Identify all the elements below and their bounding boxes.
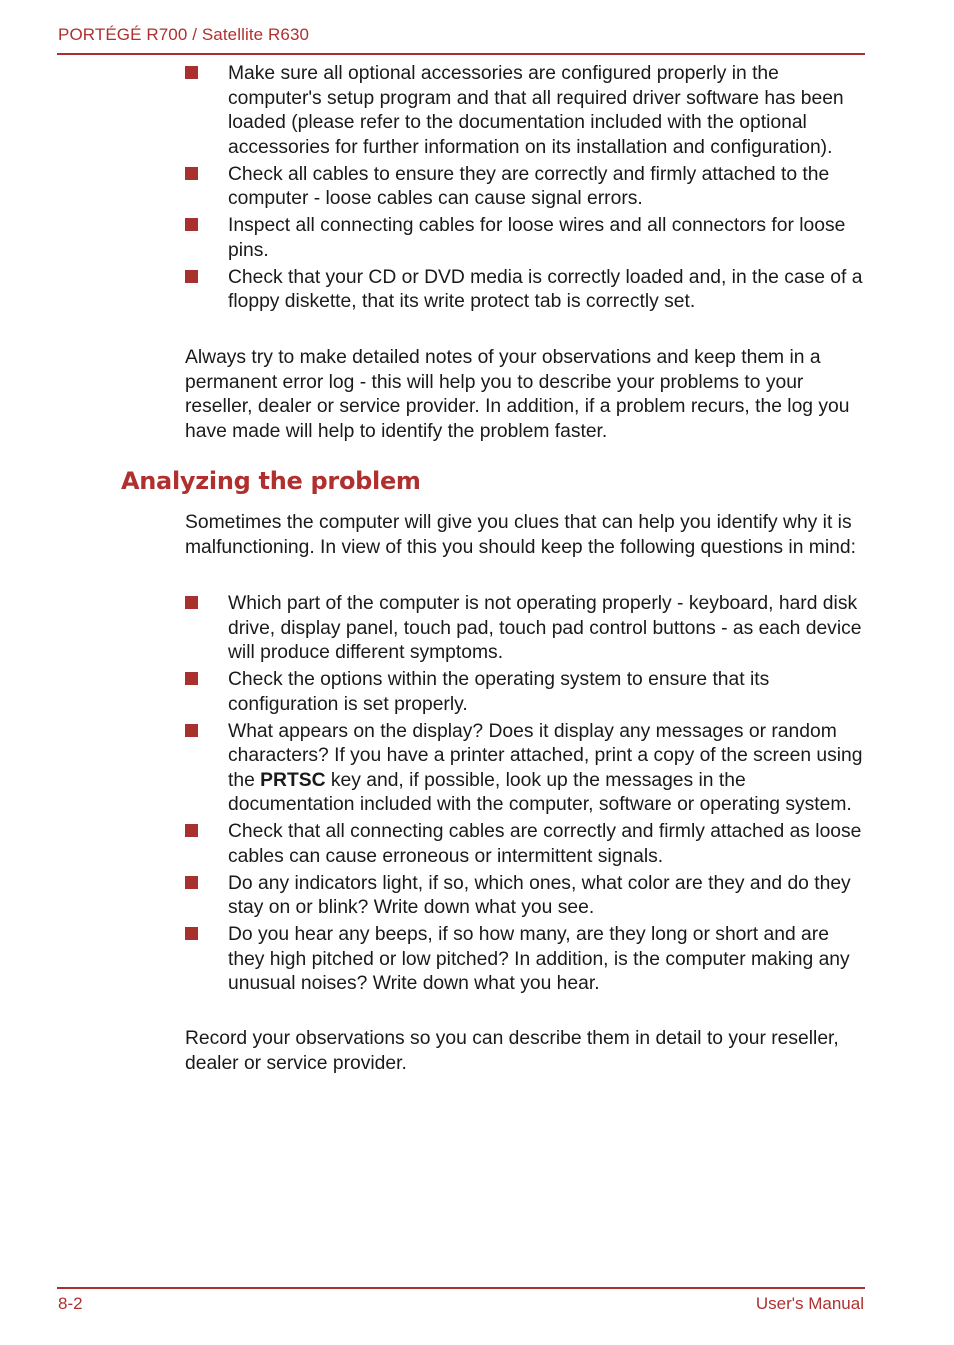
- list-item-text: Do you hear any beeps, if so how many, are they long or short and are they high pitched or low pitched? In addition, is the computer making any unusual noises? Write down what you hear.: [228, 924, 850, 994]
- list-item-text-before: What appears on the display? Does it display any messages or random characters? If you have a printer attached, print a copy of the screen using the: [228, 720, 863, 791]
- running-header-title: PORTÉGÉ R700 / Satellite R630: [58, 25, 310, 44]
- list-item: [185, 720, 867, 818]
- bullet-square-icon: [185, 927, 198, 940]
- list-item-text: Check the options within the operating system to ensure that its configuration is set properly.: [228, 669, 770, 715]
- manual-title: User's Manual: [755, 1294, 864, 1313]
- section-heading: Analyzing the problem: [121, 467, 421, 495]
- list-item-text: Make sure all optional accessories are configured properly in the computer's setup program and that all required driver software has been loaded (please refer to the documentation included with the optional accessories for further information on its installation and configuration).: [228, 63, 844, 158]
- list-item: [185, 214, 867, 263]
- checklist-list: [185, 62, 867, 317]
- list-item-text: Check that all connecting cables are correctly and firmly attached as loose cables can cause erroneous or intermittent signals.: [228, 821, 862, 867]
- bullet-square-icon: [185, 167, 198, 180]
- bullet-square-icon: [185, 270, 198, 283]
- footer-rule: [57, 1287, 865, 1289]
- bullet-square-icon: [185, 66, 198, 79]
- list-item-text: Do any indicators light, if so, which ones, what color are they and do they stay on or blink? Write down what you see.: [228, 872, 851, 918]
- list-item-text: Check all cables to ensure they are correctly and firmly attached to the computer - loose cables can cause signal errors.: [228, 163, 830, 209]
- list-item: [185, 592, 867, 666]
- list-item: [185, 163, 867, 212]
- list-item: [185, 923, 867, 997]
- list-item-text: Check that your CD or DVD media is correctly loaded and, in the case of a floppy diskette, that its write protect tab is correctly set.: [228, 266, 863, 312]
- list-item: [185, 668, 867, 717]
- bullet-square-icon: [185, 824, 198, 837]
- list-item-text: Which part of the computer is not operating properly - keyboard, hard disk drive, display panel, touch pad, touch pad control buttons - as each device will produce different symptoms.: [228, 593, 862, 663]
- bullet-square-icon: [185, 596, 198, 609]
- notes-paragraph: Always try to make detailed notes of your observations and keep them in a permanent error log - this will help you to describe your problems to your reseller, dealer or service provider. In addition, if a problem recurs, the log you have made will help to identify the problem faster.: [185, 347, 850, 442]
- list-item: [185, 266, 867, 315]
- bullet-square-icon: [185, 218, 198, 231]
- list-item-text: [228, 721, 863, 816]
- header-rule: [57, 53, 865, 55]
- list-item-text: Inspect all connecting cables for loose wires and all connectors for loose pins.: [228, 215, 846, 261]
- closing-paragraph: Record your observations so you can describe them in detail to your reseller, dealer or service provider.: [185, 1028, 839, 1074]
- list-item: [185, 820, 867, 869]
- list-item-text-after: key and, if possible, look up the messages in the documentation included with the computer, software or operating system.: [228, 769, 852, 815]
- questions-list: [185, 592, 867, 999]
- intro-paragraph: Sometimes the computer will give you clues that can help you identify why it is malfunctioning. In view of this you should keep the following questions in mind:: [185, 512, 856, 558]
- bullet-square-icon: [185, 724, 198, 737]
- list-item: [185, 62, 867, 160]
- key-name-prtsc: PRTSC: [260, 769, 326, 791]
- page-number: 8-2: [58, 1294, 83, 1313]
- bullet-square-icon: [185, 672, 198, 685]
- bullet-square-icon: [185, 876, 198, 889]
- list-item: [185, 872, 867, 921]
